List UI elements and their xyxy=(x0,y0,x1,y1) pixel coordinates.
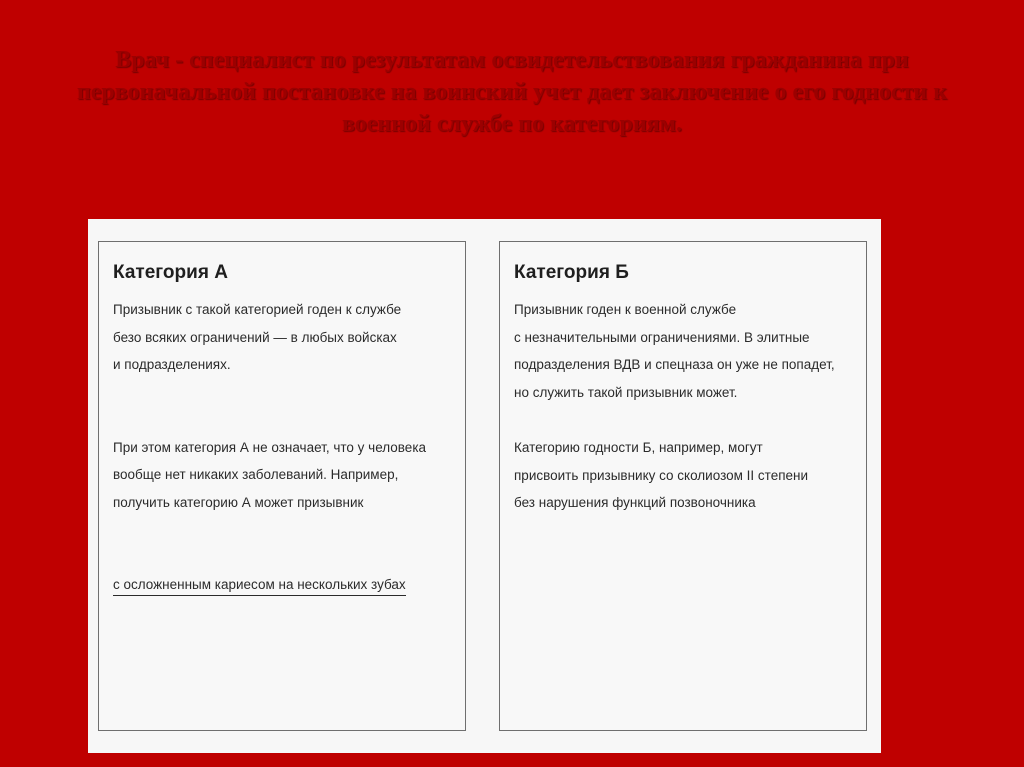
category-a-card xyxy=(98,241,466,731)
slide-title: Врач - специалист по результатам освидетельствования гражданина при первоначальной постановке на воинский учет дает заключение о его годности к военной службе по категориям. xyxy=(76,47,948,137)
category-a-paragraph-1: Призывник с такой категорией годен к службе безо всяких ограничений — в любых войсках и подразделениях. xyxy=(113,302,402,372)
category-b-paragraph-1: Призывник годен к военной службе с незначительными ограничениями. В элитные подразделения ВДВ и спецназа он уже не попадет, но служить такой призывник может. xyxy=(514,302,835,400)
category-a-title: Категория А xyxy=(113,262,228,283)
category-a-paragraph-2-text: При этом категория А не означает, что у человека вообще нет никаких заболеваний. Например, получить категорию А может призывник xyxy=(113,439,427,510)
categories-panel xyxy=(88,219,881,753)
category-b-card xyxy=(499,241,867,731)
category-b-title: Категория Б xyxy=(514,262,629,283)
category-a-caries-link[interactable]: с осложненным кариесом на нескольких зубах xyxy=(113,575,406,596)
category-a-paragraph-2 xyxy=(113,406,426,599)
category-b-paragraph-2: Категорию годности Б, например, могут присвоить призывнику со сколиозом II степени без нарушения функций позвоночника xyxy=(514,440,809,510)
